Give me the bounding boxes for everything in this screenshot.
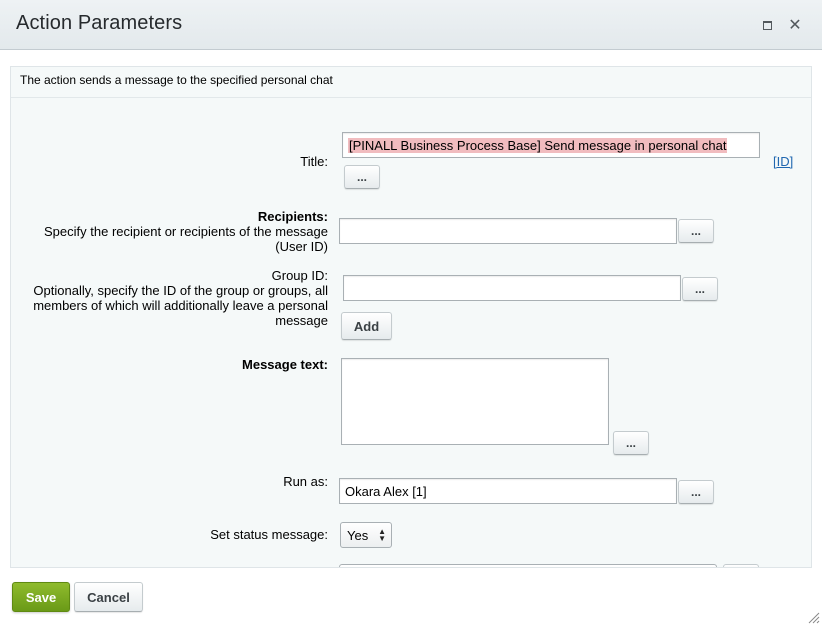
id-link[interactable]: [ID]: [773, 154, 794, 169]
run-as-input[interactable]: Okara Alex [1]: [339, 478, 677, 504]
recipients-hint-line1: Specify the recipient or recipients of the message: [44, 224, 328, 239]
recipients-hint-line2: (User ID): [275, 239, 328, 254]
partial-dots-button[interactable]: [723, 564, 759, 568]
group-id-hint-line3: message: [275, 313, 328, 328]
close-button[interactable]: [785, 14, 805, 36]
run-as-dots-button[interactable]: ...: [678, 480, 714, 504]
group-id-label: Group ID:: [271, 268, 328, 283]
recipients-label: Recipients:: [257, 209, 328, 224]
title-input[interactable]: [342, 132, 760, 158]
maximize-button[interactable]: [757, 14, 777, 36]
title-input-value: [PINALL Business Process Base] Send message in personal chat: [349, 138, 727, 153]
action-description: The action sends a message to the specified personal chat: [11, 67, 811, 98]
message-textarea[interactable]: [341, 358, 609, 445]
save-button[interactable]: Save: [12, 582, 70, 612]
dialog-header: [0, 0, 822, 50]
partial-input[interactable]: [339, 564, 717, 568]
set-status-label: Set status message:: [210, 527, 328, 542]
group-id-hint-line2: members of which will additionally leave a personal: [33, 298, 328, 313]
cancel-button[interactable]: Cancel: [74, 582, 143, 612]
group-id-dots-button[interactable]: ...: [682, 277, 718, 301]
add-group-button[interactable]: Add: [341, 312, 392, 340]
dialog-title: Action Parameters: [16, 12, 183, 34]
close-icon: ✕: [788, 17, 802, 34]
parameters-panel: [10, 66, 812, 568]
message-dots-button[interactable]: ...: [613, 431, 649, 455]
title-dots-button[interactable]: ...: [344, 165, 380, 189]
group-id-input[interactable]: [343, 275, 681, 301]
maximize-icon: [763, 21, 772, 30]
group-id-hint-line1: Optionally, specify the ID of the group or groups, all: [33, 283, 328, 298]
set-status-selected: Yes: [347, 528, 369, 543]
set-status-select[interactable]: [340, 522, 392, 548]
run-as-label: Run as:: [283, 474, 328, 489]
recipients-dots-button[interactable]: ...: [678, 219, 714, 243]
window-resize-icon[interactable]: [808, 612, 820, 624]
message-text-label: Message text:: [242, 357, 328, 372]
title-label: Title:: [300, 154, 328, 169]
select-arrows-icon: ▲ ▼: [378, 527, 386, 543]
recipients-input[interactable]: [339, 218, 677, 244]
